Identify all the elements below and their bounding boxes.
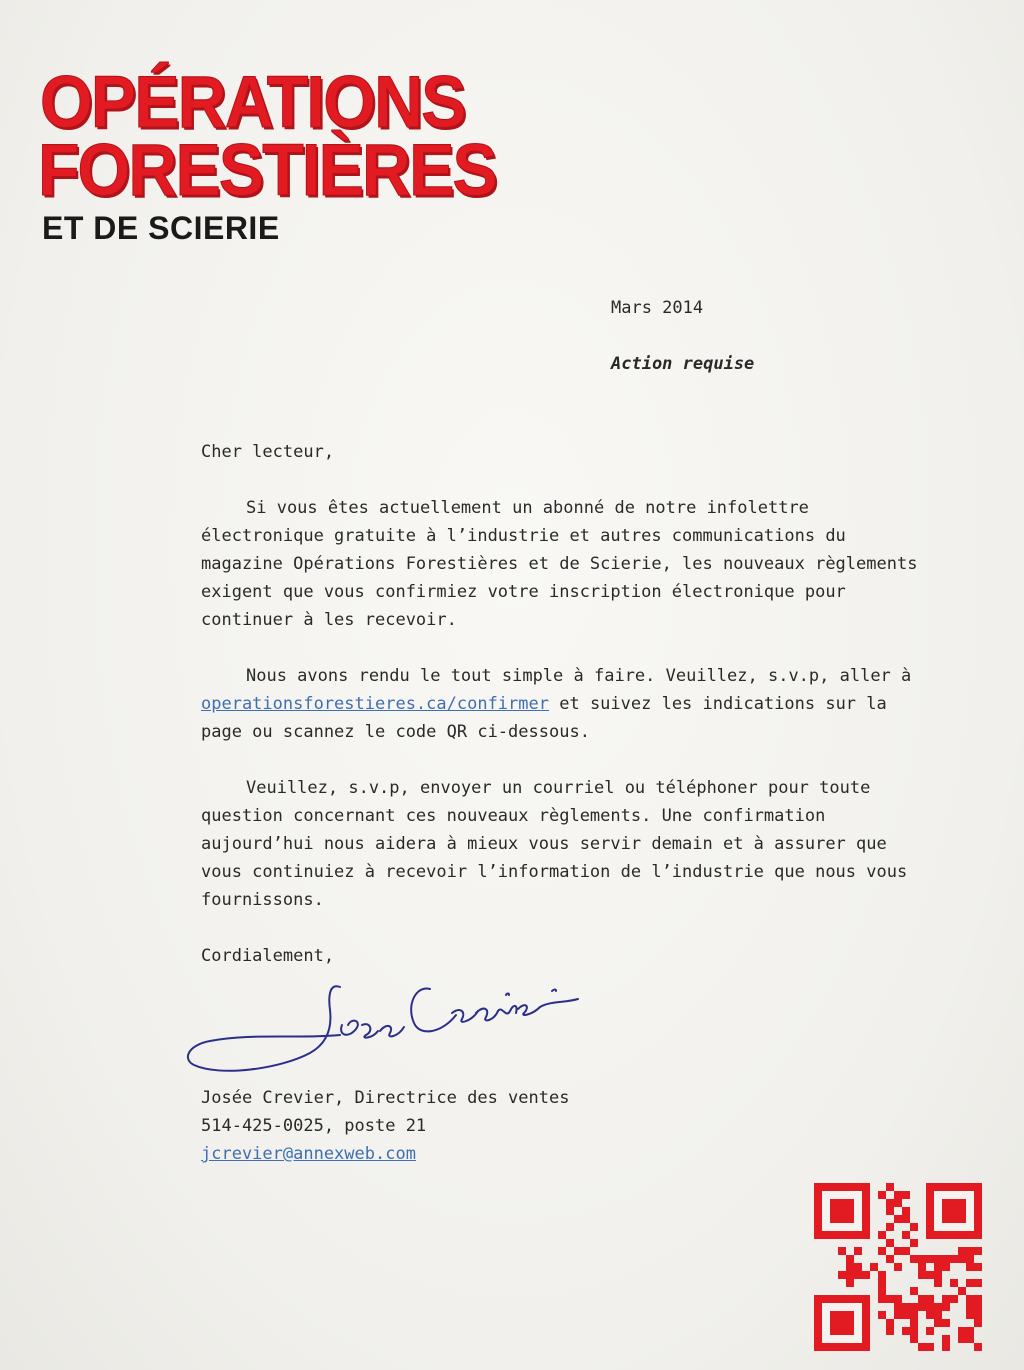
paragraph-2-start: Nous avons rendu le tout simple à faire. Veuillez, s.v.p, aller à <box>246 666 912 686</box>
logo-line-1: OPÉRATIONS <box>40 61 465 144</box>
letter-date: Mars 2014 <box>611 298 704 318</box>
closing: Cordialement, <box>201 946 335 966</box>
letter-body <box>201 438 921 970</box>
paragraph-1: Si vous êtes actuellement un abonné de notre infolettre électronique gratuite à l’industrie et autres communications du magazine Opérations Forestières et de Scierie, les nouveaux règlements exigent que vous confirmiez votre inscription électronique pour continuer à les recevoir. <box>201 498 918 630</box>
confirm-link[interactable]: operationsforestieres.ca/confirmer <box>201 694 549 714</box>
handwritten-signature <box>180 965 590 1080</box>
paragraph-2-end: et suivez les indications sur la page ou scannez le code QR ci-dessous. <box>201 694 887 742</box>
logo-subtitle: ET DE SCIERIE <box>42 210 280 246</box>
qr-code-icon[interactable] <box>814 1183 982 1351</box>
action-required-label: Action requise <box>611 354 755 374</box>
salutation: Cher lecteur, <box>201 442 335 462</box>
signer-phone: 514-425-0025, poste 21 <box>201 1116 427 1136</box>
signer-email-link[interactable]: jcrevier@annexweb.com <box>201 1144 416 1164</box>
signer-block <box>201 1084 569 1168</box>
signer-name: Josée Crevier, Directrice des ventes <box>201 1088 570 1108</box>
paragraph-2 <box>201 662 921 746</box>
paragraph-3: Veuillez, s.v.p, envoyer un courriel ou téléphoner pour toute question concernant ces nouveaux règlements. Une confirmation aujourd’hui nous aidera à mieux vous servir demain et à assurer que vous continuiez à recevoir l’information de l’industrie que nous vous fournissons. <box>201 778 908 910</box>
logo-line-2: FORESTIÈRES <box>38 129 496 212</box>
